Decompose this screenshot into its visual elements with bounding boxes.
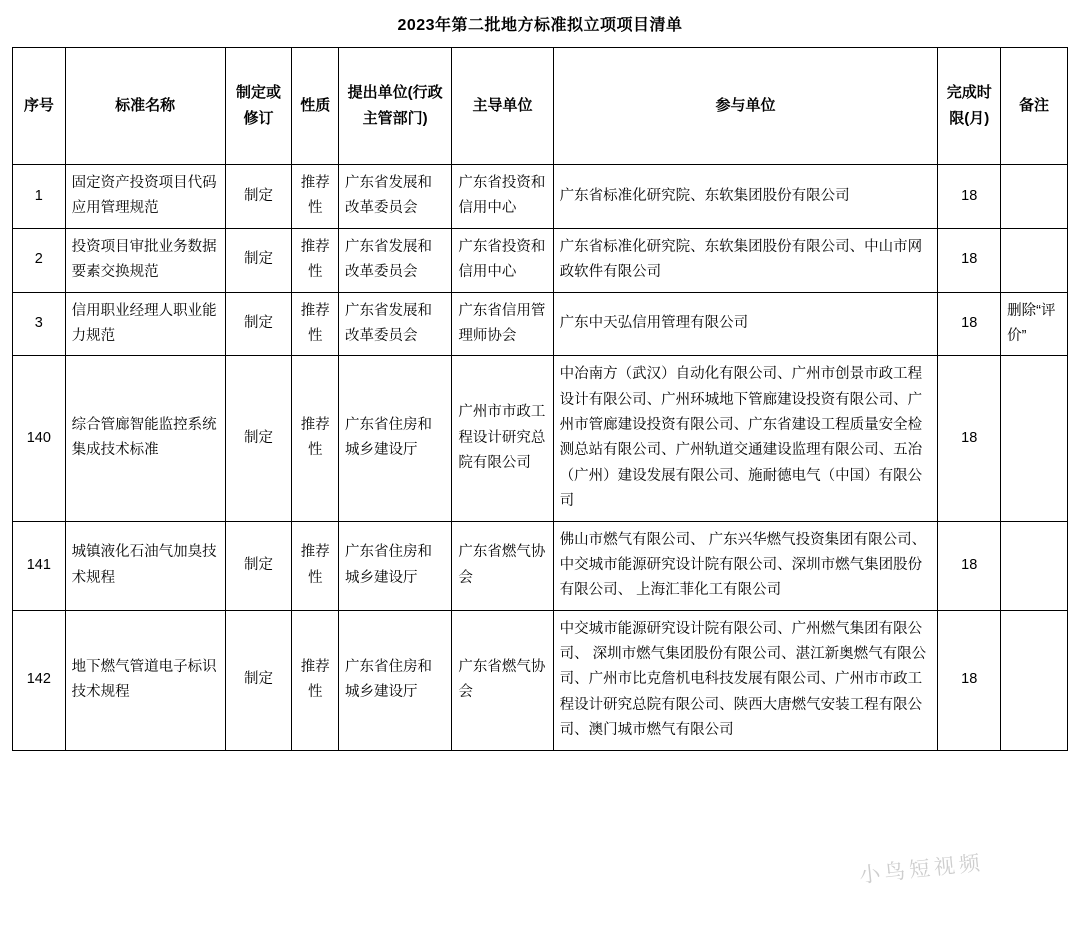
cell-proposer: 广东省发展和改革委员会 (338, 292, 451, 356)
cell-participants: 中交城市能源研究设计院有限公司、广州燃气集团有限公司、 深圳市燃气集团股份有限公司、湛江新奥燃气有限公司、广州市比克詹机电科技发展有限公司、广州市市政工程设计研究总院有限公司、陕西大唐燃气安装工程有限公司、澳门城市燃气有限公司 (553, 610, 938, 750)
cell-participants: 广东省标准化研究院、东软集团股份有限公司、中山市网政软件有限公司 (553, 228, 938, 292)
cell-nature: 推荐性 (292, 356, 339, 521)
cell-seq: 140 (13, 356, 66, 521)
table-row (13, 165, 1068, 229)
table-row (13, 610, 1068, 750)
cell-name: 投资项目审批业务数据要素交换规范 (65, 228, 225, 292)
cell-type: 制定 (225, 165, 292, 229)
cell-seq: 142 (13, 610, 66, 750)
cell-remark: 删除“评价” (1001, 292, 1068, 356)
table-header-participants: 参与单位 (553, 48, 938, 165)
cell-deadline: 18 (938, 292, 1001, 356)
cell-name: 城镇液化石油气加臭技术规程 (65, 521, 225, 610)
table-header-seq: 序号 (13, 48, 66, 165)
watermark: 小鸟短视频 (858, 850, 986, 888)
cell-proposer: 广东省发展和改革委员会 (338, 228, 451, 292)
cell-seq: 2 (13, 228, 66, 292)
cell-participants: 广东中天弘信用管理有限公司 (553, 292, 938, 356)
cell-lead: 广东省信用管理师协会 (452, 292, 553, 356)
cell-type: 制定 (225, 610, 292, 750)
cell-participants: 佛山市燃气有限公司、 广东兴华燃气投资集团有限公司、中交城市能源研究设计院有限公司、深圳市燃气集团股份有限公司、 上海汇菲化工有限公司 (553, 521, 938, 610)
cell-name: 信用职业经理人职业能力规范 (65, 292, 225, 356)
cell-lead: 广东省投资和信用中心 (452, 165, 553, 229)
cell-nature: 推荐性 (292, 228, 339, 292)
cell-deadline: 18 (938, 228, 1001, 292)
cell-type: 制定 (225, 292, 292, 356)
cell-nature: 推荐性 (292, 165, 339, 229)
cell-deadline: 18 (938, 521, 1001, 610)
cell-remark (1001, 610, 1068, 750)
cell-proposer: 广东省住房和城乡建设厅 (338, 521, 451, 610)
cell-remark (1001, 356, 1068, 521)
cell-lead: 广东省投资和信用中心 (452, 228, 553, 292)
table-header-row (13, 48, 1068, 165)
table-header-name: 标准名称 (65, 48, 225, 165)
cell-seq: 3 (13, 292, 66, 356)
cell-lead: 广州市市政工程设计研究总院有限公司 (452, 356, 553, 521)
cell-name: 地下燃气管道电子标识技术规程 (65, 610, 225, 750)
cell-proposer: 广东省发展和改革委员会 (338, 165, 451, 229)
cell-participants: 中冶南方（武汉）自动化有限公司、广州市创景市政工程设计有限公司、广州环城地下管廊建设投资有限公司、广州市管廊建设投资有限公司、广东省建设工程质量安全检测总站有限公司、广州轨道交通建设监理有限公司、五冶（广州）建设发展有限公司、施耐德电气（中国）有限公司 (553, 356, 938, 521)
cell-participants: 广东省标准化研究院、东软集团股份有限公司 (553, 165, 938, 229)
cell-remark (1001, 165, 1068, 229)
table-header-deadline: 完成时限(月) (938, 48, 1001, 165)
table-header-remark: 备注 (1001, 48, 1068, 165)
project-list-table (12, 47, 1068, 751)
table-row-highlighted (13, 356, 1068, 521)
table-row (13, 228, 1068, 292)
page-title: 2023年第二批地方标准拟立项项目清单 (397, 17, 683, 34)
cell-lead: 广东省燃气协会 (452, 610, 553, 750)
cell-nature: 推荐性 (292, 610, 339, 750)
table-header-nature: 性质 (292, 48, 339, 165)
table-row (13, 292, 1068, 356)
cell-remark (1001, 228, 1068, 292)
cell-deadline: 18 (938, 165, 1001, 229)
cell-proposer: 广东省住房和城乡建设厅 (338, 356, 451, 521)
cell-lead: 广东省燃气协会 (452, 521, 553, 610)
cell-type: 制定 (225, 356, 292, 521)
cell-seq: 141 (13, 521, 66, 610)
table-header-type: 制定或修订 (225, 48, 292, 165)
cell-seq: 1 (13, 165, 66, 229)
table-header-proposer: 提出单位(行政主管部门) (338, 48, 451, 165)
cell-name: 综合管廊智能监控系统集成技术标准 (65, 356, 225, 521)
cell-nature: 推荐性 (292, 292, 339, 356)
cell-type: 制定 (225, 228, 292, 292)
cell-nature: 推荐性 (292, 521, 339, 610)
cell-deadline: 18 (938, 356, 1001, 521)
table-row (13, 521, 1068, 610)
cell-remark (1001, 521, 1068, 610)
table-header-lead: 主导单位 (452, 48, 553, 165)
cell-proposer: 广东省住房和城乡建设厅 (338, 610, 451, 750)
cell-name: 固定资产投资项目代码应用管理规范 (65, 165, 225, 229)
cell-type: 制定 (225, 521, 292, 610)
cell-deadline: 18 (938, 610, 1001, 750)
